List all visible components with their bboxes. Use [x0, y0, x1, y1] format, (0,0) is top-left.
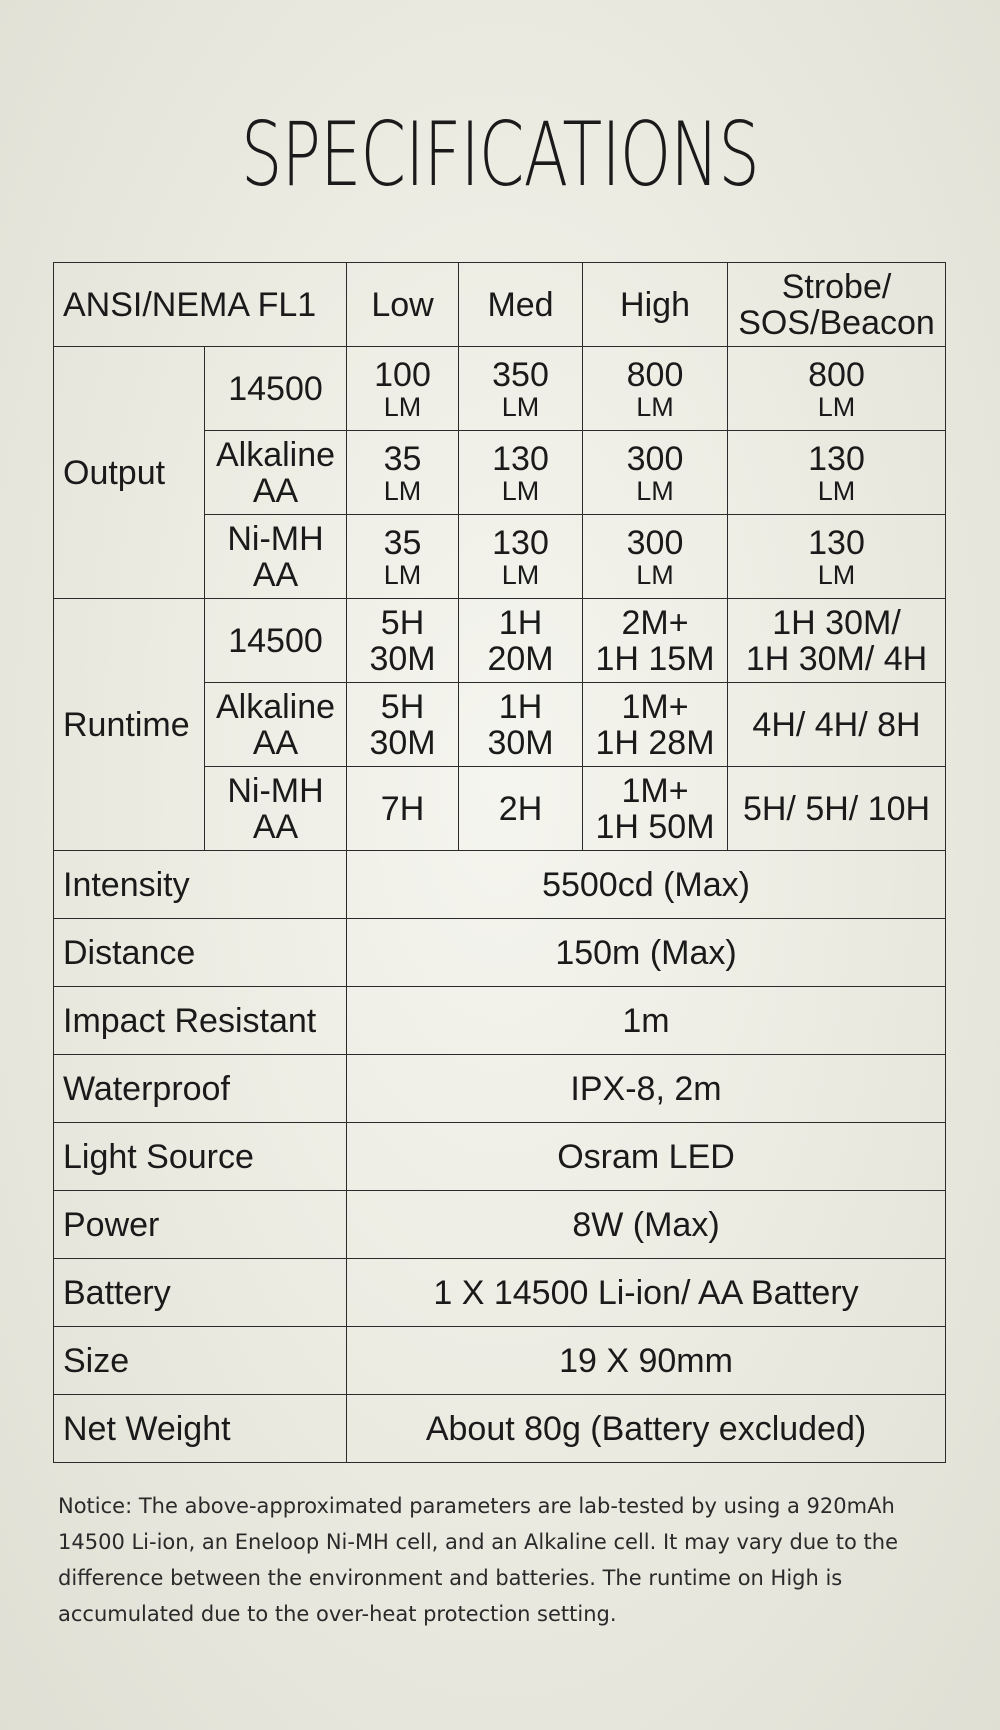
notice-text: Notice: The above-approximated parameters are lab-tested by using a 920mAh 14500 Li-ion, an Eneloop Ni-MH cell, and an Alkaline cell. It may vary due to the difference between the environment and batteries. The runtime on High is accumulated due to the over-heat protection setting.: [58, 1494, 898, 1626]
value-line1: 2H: [498, 789, 543, 828]
value-unit: LM: [817, 559, 856, 590]
value-unit: LM: [383, 391, 422, 422]
spec-label: Net Weight: [54, 1395, 347, 1463]
output-row: [54, 347, 946, 431]
page-title: SPECIFICATIONS: [241, 103, 759, 206]
spec-row: [54, 987, 946, 1055]
battery-label: [205, 683, 347, 767]
value-line2: 1H 15M: [595, 639, 715, 678]
battery-line1: Ni-MH: [227, 771, 324, 810]
battery-label: [205, 599, 347, 683]
value-unit: LM: [636, 391, 674, 422]
value-line1: 1M+: [621, 771, 689, 810]
spec-row: [54, 1123, 946, 1191]
value-line1: 1H 30M/: [772, 603, 901, 642]
value-main: 130: [808, 523, 865, 562]
value-line1: 5H/ 5H/ 10H: [742, 789, 931, 828]
value-main: 300: [626, 523, 684, 562]
spec-row: [54, 851, 946, 919]
value-line1: 7H: [380, 789, 425, 828]
spec-value: About 80g (Battery excluded): [347, 1395, 946, 1463]
value-line1: 5H: [380, 603, 425, 642]
value-unit: LM: [636, 475, 674, 506]
value-line1: 1H: [498, 603, 543, 642]
value-line2: 30M: [487, 723, 554, 762]
spec-row: [54, 1395, 946, 1463]
spec-table: [53, 262, 946, 1463]
battery-line2: AA: [252, 555, 299, 594]
value-line2: 30M: [369, 723, 436, 762]
value-line1: 1H: [498, 687, 543, 726]
spec-value: IPX-8, 2m: [347, 1055, 946, 1123]
battery-line2: AA: [252, 471, 299, 510]
runtime-label: Runtime: [54, 599, 205, 851]
value-unit: LM: [636, 559, 674, 590]
spec-row: [54, 1327, 946, 1395]
value-cell: [347, 683, 459, 767]
value-cell: [728, 431, 946, 515]
output-label: Output: [54, 347, 205, 599]
spec-label: Distance: [54, 919, 347, 987]
value-main: 100: [374, 355, 431, 394]
value-unit: LM: [383, 475, 422, 506]
value-cell: [728, 347, 946, 431]
value-unit: LM: [817, 475, 856, 506]
value-cell: [347, 431, 459, 515]
spec-label: Size: [54, 1327, 347, 1395]
value-cell: [728, 599, 946, 683]
header-special: [728, 263, 946, 347]
spec-row: [54, 1259, 946, 1327]
spec-label: Battery: [54, 1259, 347, 1327]
value-unit: LM: [501, 559, 540, 590]
value-cell: [583, 431, 728, 515]
header-high: High: [583, 263, 728, 347]
value-cell: [459, 431, 583, 515]
value-main: 130: [492, 523, 549, 562]
battery-line1: 14500: [228, 369, 323, 408]
spec-row: [54, 1055, 946, 1123]
value-line1: 2M+: [621, 603, 689, 642]
value-line2: 1H 50M: [595, 807, 715, 846]
spec-value: 19 X 90mm: [347, 1327, 946, 1395]
value-main: 130: [492, 439, 549, 478]
value-cell: [459, 347, 583, 431]
value-unit: LM: [817, 391, 856, 422]
battery-label: [205, 431, 347, 515]
battery-line1: Alkaline: [215, 435, 336, 474]
value-cell: [583, 347, 728, 431]
spec-value: 8W (Max): [347, 1191, 946, 1259]
header-row: [54, 263, 946, 347]
value-cell: [583, 683, 728, 767]
value-cell: [728, 767, 946, 851]
battery-label: [205, 767, 347, 851]
battery-line1: 14500: [228, 621, 323, 660]
value-cell: [347, 347, 459, 431]
battery-label: [205, 515, 347, 599]
battery-line1: Ni-MH: [227, 519, 324, 558]
value-cell: [583, 515, 728, 599]
value-cell: [728, 683, 946, 767]
battery-line1: Alkaline: [215, 687, 336, 726]
value-main: 130: [808, 439, 865, 478]
value-cell: [583, 767, 728, 851]
spec-label: Light Source: [54, 1123, 347, 1191]
value-main: 300: [626, 439, 684, 478]
battery-line2: AA: [252, 807, 299, 846]
value-cell: [583, 599, 728, 683]
header-special-line2: SOS/Beacon: [738, 303, 935, 342]
value-line2: 1H 28M: [595, 723, 715, 762]
value-unit: LM: [501, 475, 540, 506]
header-med: Med: [459, 263, 583, 347]
value-line2: 1H 30M/ 4H: [745, 639, 928, 678]
value-main: 35: [383, 439, 422, 478]
value-cell: [347, 515, 459, 599]
value-main: 800: [808, 355, 865, 394]
spec-label: Impact Resistant: [54, 987, 347, 1055]
value-line1: 1M+: [621, 687, 689, 726]
spec-value: 1m: [347, 987, 946, 1055]
value-cell: [459, 683, 583, 767]
value-line1: 4H/ 4H/ 8H: [752, 705, 921, 744]
value-cell: [347, 767, 459, 851]
spec-row: [54, 919, 946, 987]
value-cell: [459, 767, 583, 851]
battery-label: [205, 347, 347, 431]
spec-value: 1 X 14500 Li-ion/ AA Battery: [347, 1259, 946, 1327]
header-standard: ANSI/NEMA FL1: [54, 263, 347, 347]
value-main: 800: [626, 355, 684, 394]
value-unit: LM: [501, 391, 540, 422]
spec-label: Intensity: [54, 851, 347, 919]
value-cell: [347, 599, 459, 683]
runtime-row: [54, 599, 946, 683]
spec-value: 150m (Max): [347, 919, 946, 987]
value-line2: 20M: [487, 639, 554, 678]
spec-value: Osram LED: [347, 1123, 946, 1191]
header-special-line1: Strobe/: [781, 267, 892, 306]
value-cell: [728, 515, 946, 599]
spec-row: [54, 1191, 946, 1259]
spec-value: 5500cd (Max): [347, 851, 946, 919]
value-cell: [459, 599, 583, 683]
value-main: 35: [383, 523, 422, 562]
value-cell: [459, 515, 583, 599]
spec-label: Waterproof: [54, 1055, 347, 1123]
spec-label: Power: [54, 1191, 347, 1259]
header-low: Low: [347, 263, 459, 347]
value-line1: 5H: [380, 687, 425, 726]
value-main: 350: [492, 355, 549, 394]
value-line2: 30M: [369, 639, 436, 678]
value-unit: LM: [383, 559, 422, 590]
battery-line2: AA: [252, 723, 299, 762]
